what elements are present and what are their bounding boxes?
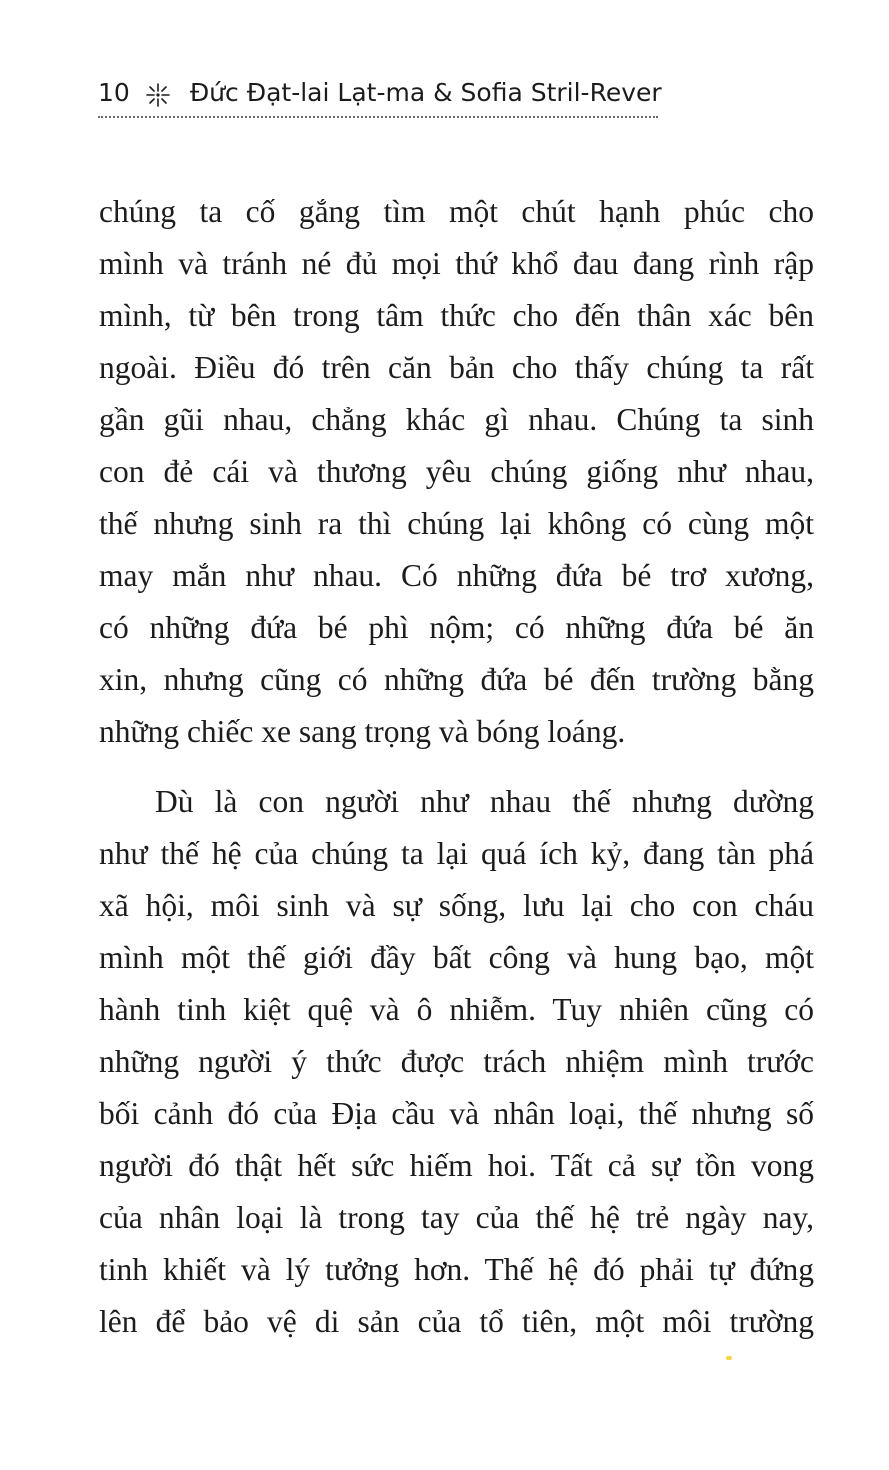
text-line: con đẻ cái và thương yêu chúng giống như nhau,	[99, 454, 814, 489]
text-line: những người ý thức được trách nhiệm mình trước	[99, 1044, 814, 1079]
text-line: xin, nhưng cũng có những đứa bé đến trường bằng	[99, 662, 814, 697]
text-line: mình và tránh né đủ mọi thứ khổ đau đang rình rập	[99, 246, 814, 281]
asterisk-ornament-icon	[144, 79, 172, 107]
running-header	[98, 70, 662, 116]
text-line: thế nhưng sinh ra thì chúng lại không có cùng một	[99, 506, 814, 541]
text-line: như thế hệ của chúng ta lại quá ích kỷ, đang tàn phá	[99, 836, 814, 871]
text-line: tinh khiết và lý tưởng hơn. Thế hệ đó phải tự đứng	[99, 1252, 814, 1287]
text-line: những chiếc xe sang trọng và bóng loáng.	[99, 714, 626, 749]
paper-speck	[726, 1356, 732, 1360]
text-line: chúng ta cố gắng tìm một chút hạnh phúc cho	[99, 194, 814, 229]
text-line: gần gũi nhau, chẳng khác gì nhau. Chúng ta sinh	[99, 402, 814, 437]
text-line: lên để bảo vệ di sản của tổ tiên, một môi trường	[99, 1304, 814, 1339]
text-line: có những đứa bé phì nộm; có những đứa bé ăn	[99, 610, 814, 645]
text-line: mình một thế giới đầy bất công và hung bạo, một	[99, 940, 814, 975]
text-line: Dù là con người như nhau thế nhưng dường	[155, 784, 814, 819]
paragraph-2	[99, 776, 814, 1348]
text-line: ngoài. Điều đó trên căn bản cho thấy chúng ta rất	[99, 350, 814, 385]
text-line: may mắn như nhau. Có những đứa bé trơ xương,	[99, 558, 814, 593]
text-line: mình, từ bên trong tâm thức cho đến thân xác bên	[99, 298, 814, 333]
running-title: Đức Đạt-lai Lạt-ma & Sofia Stril-Rever	[189, 78, 662, 107]
header-dotted-rule	[98, 116, 658, 118]
text-line: hành tinh kiệt quệ và ô nhiễm. Tuy nhiên cũng có	[99, 992, 814, 1027]
body-text	[99, 186, 814, 1348]
page-number: 10	[98, 78, 130, 107]
text-line: người đó thật hết sức hiếm hoi. Tất cả sự tồn vong	[99, 1148, 814, 1183]
text-line: xã hội, môi sinh và sự sống, lưu lại cho con cháu	[99, 888, 814, 923]
text-line: bối cảnh đó của Địa cầu và nhân loại, thế nhưng số	[99, 1096, 814, 1131]
text-line: của nhân loại là trong tay của thế hệ trẻ ngày nay,	[99, 1200, 814, 1235]
paragraph-1	[99, 186, 814, 758]
